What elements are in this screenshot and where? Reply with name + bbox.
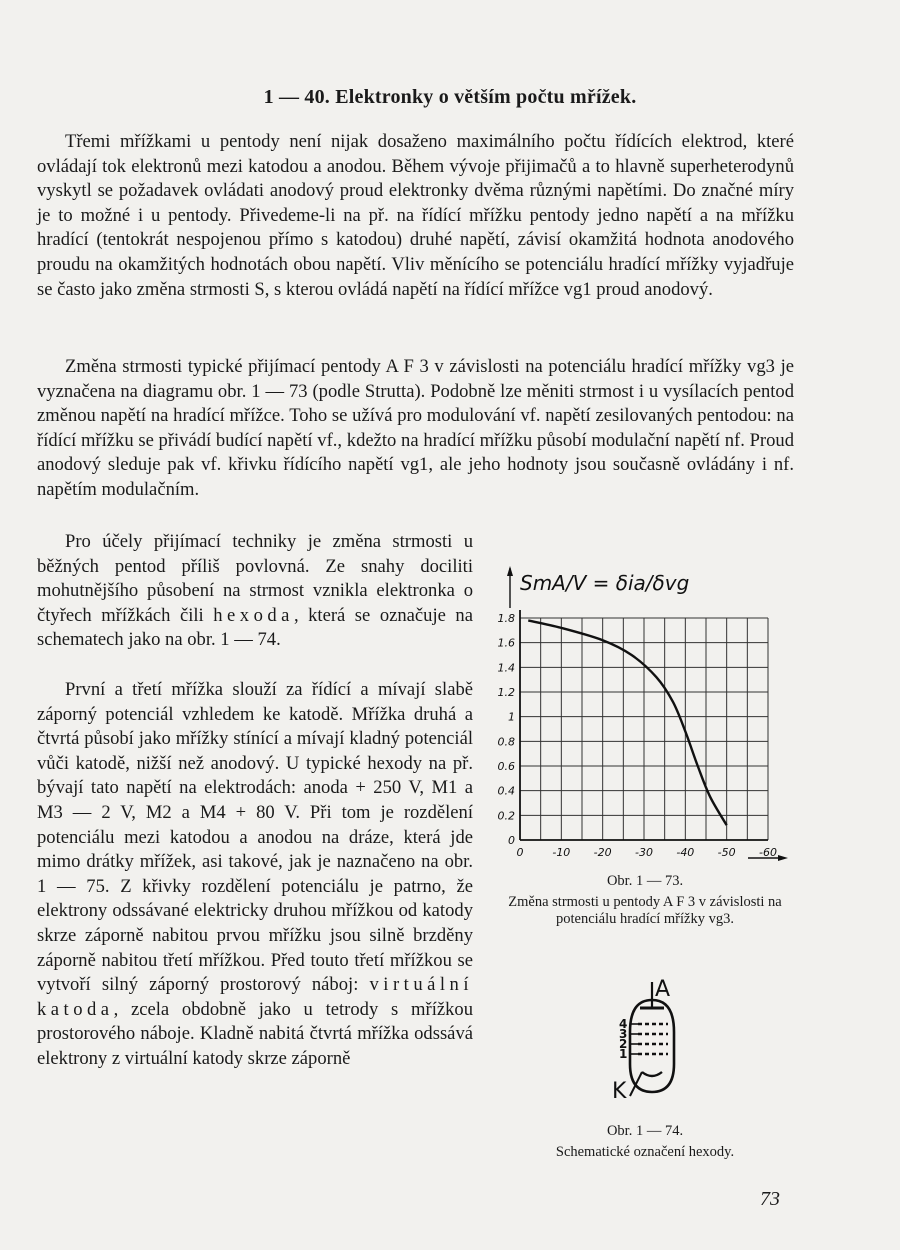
- figure-73-caption: [490, 873, 800, 928]
- figure-73-chart: [490, 558, 800, 868]
- y-tick-label: 1.4: [497, 661, 515, 675]
- chart-tick-labels: [498, 612, 777, 859]
- x-arrow-head: [778, 855, 788, 861]
- x-tick-label: -20: [593, 846, 612, 859]
- section-heading: 1 — 40. Elektronky o větším počtu mřížek.: [263, 86, 637, 108]
- x-tick-label: -10: [552, 846, 571, 859]
- page-number: 73: [760, 1188, 780, 1210]
- figure-74-caption-title: Obr. 1 — 74.: [606, 1123, 684, 1139]
- y-arrow-head: [507, 566, 513, 576]
- y-tick-label: 0.8: [497, 735, 515, 749]
- y-tick-label: 0: [508, 834, 515, 847]
- x-tick-label: -50: [717, 846, 736, 859]
- paragraph-4: [37, 678, 473, 1072]
- x-tick-label: -40: [676, 846, 695, 859]
- chart-grid: [520, 618, 768, 840]
- y-tick-label: 0.4: [497, 784, 515, 798]
- y-tick-label: 1.6: [497, 636, 515, 650]
- figure-73-caption-title: Obr. 1 — 73.: [606, 873, 684, 889]
- grid-label-4: 4: [619, 1017, 628, 1031]
- paragraph-2: Změna strmosti typické přijímací pentody A F 3 v závislosti na potenciálu hradící mřížky vg3 je vyznačena na diagramu obr. 1 — 73 (podle Strutta). Podobně lze měniti strmost i u vysílacích pentod změnou napětí na hradící mřížce. Toho se užívá pro modulování vf. napětí zesilovaných pentodou: na řídící mřížku se přivádí budící napětí vf., kdežto na hradící mřížku působí modulační napětí nf. Proud anodový sleduje pak vf. křivku řídícího napětí vg1, ale jeho hodnoty jsou současně ovládány i nf. napětím modulačním.: [37, 356, 794, 500]
- anode-label: A: [655, 977, 671, 1002]
- cathode: [642, 1072, 662, 1076]
- grid-label-1: 1: [619, 1047, 628, 1061]
- y-tick-label: 0.6: [497, 760, 515, 773]
- y-tick-label: 0.2: [497, 809, 515, 823]
- x-tick-label: 0: [516, 846, 524, 859]
- paragraph-4-text-b: , zcela obdobně jako u tetrody s mřížkou prostorového náboje. Kladně nabitá čtvrtá mřížka odssává elektrony z virtuální katody skrze záporně: [37, 998, 473, 1069]
- chart-ylabel: SmA/V = δia/δvg: [520, 571, 690, 595]
- x-tick-label: -30: [635, 846, 653, 859]
- paragraph-3-text-a: Pro účely přijímací techniky je změna strmosti u běžných pentod příliš povlovná. Ze snahy dociliti mohutnějšího působení na strmost vznikla elektronka o čtyřech mřížkách čili: [37, 531, 473, 626]
- figure-74-hexode-symbol: [600, 972, 700, 1102]
- y-tick-label: 1.8: [497, 612, 515, 625]
- y-tick-label: 1.2: [497, 686, 515, 699]
- grid-label-3: 3: [619, 1027, 628, 1041]
- x-tick-label: -60: [759, 846, 777, 859]
- paragraph-1: Třemi mřížkami u pentody není nijak dosaženo maximálního počtu řídících elektrod, které ovládají tok elektronů mezi katodou a anodou. Během vývoje přijimačů a to hlavně superheterodynů vyskytl se požadavek ovládati anodový proud elektronky dvěma různými napětími. Do značné míry je to možné i u pentody. Přivedeme-li na př. na řídící mřížku pentody jedno napětí a na mřížku hradící (tentokrát nespojenou přímo s katodou) druhé napětí, závisí okamžitá hodnota anodového proudu na okamžitých hodnotách obou napětí. Vliv měnícího se potenciálu hradící mřížky vyjadřuje se často jako změna strmosti S, s kterou ovládá napětí na řídící mřížce vg1 proud anodový.: [37, 131, 794, 300]
- paragraph-3: [37, 530, 473, 653]
- grid-label-2: 2: [619, 1037, 628, 1051]
- term-virtual-cathode: virtuální katoda: [37, 974, 473, 1020]
- slope-curve: [528, 620, 726, 825]
- figure-74-caption-text: Schematické označení hexody.: [555, 1144, 735, 1160]
- y-tick-label: 1: [508, 710, 515, 724]
- cathode-label: K: [612, 1079, 627, 1102]
- tube-envelope: [630, 1000, 674, 1092]
- grid-lines: [630, 1024, 668, 1054]
- figure-74-caption: [490, 1123, 800, 1161]
- paragraph-4-text-a: První a třetí mřížka slouží za řídící a mívají slabě záporný potenciál vzhledem ke katodě. Mřížka druhá a čtvrtá působí jako mřížky stínící a mívají kladný potenciál vůči katodě, nižší než anodový. U typické hexody na př. bývají tato napětí na elektrodách: anoda + 250 V, M1 a M3 — 2 V, M2 a M4 + 80 V. Při tom je rozdělení potenciálu mezi katodou a anodou na dráze, která jde mimo drátky mřížek, asi takové, jak je naznačeno na obr. 1 — 75. Z křivky rozdělení potenciálu je patrno, že elektrony odssávané elektricky druhou mřížkou od katody skrze záporně nabitou prvou mřížku jsou silně brzděny záporně nabitou třetí mřížkou. Před touto třetí mřížkou se vytvoří silný záporný prostorový náboj:: [37, 679, 473, 996]
- figure-73-caption-text: Změna strmosti u pentody A F 3 v závislosti na potenciálu hradící mřížky vg3.: [508, 894, 782, 927]
- paragraph-3-text-b: , která se označuje na schematech jako na obr. 1 — 74.: [37, 604, 473, 651]
- term-hexoda: hexoda: [213, 604, 294, 626]
